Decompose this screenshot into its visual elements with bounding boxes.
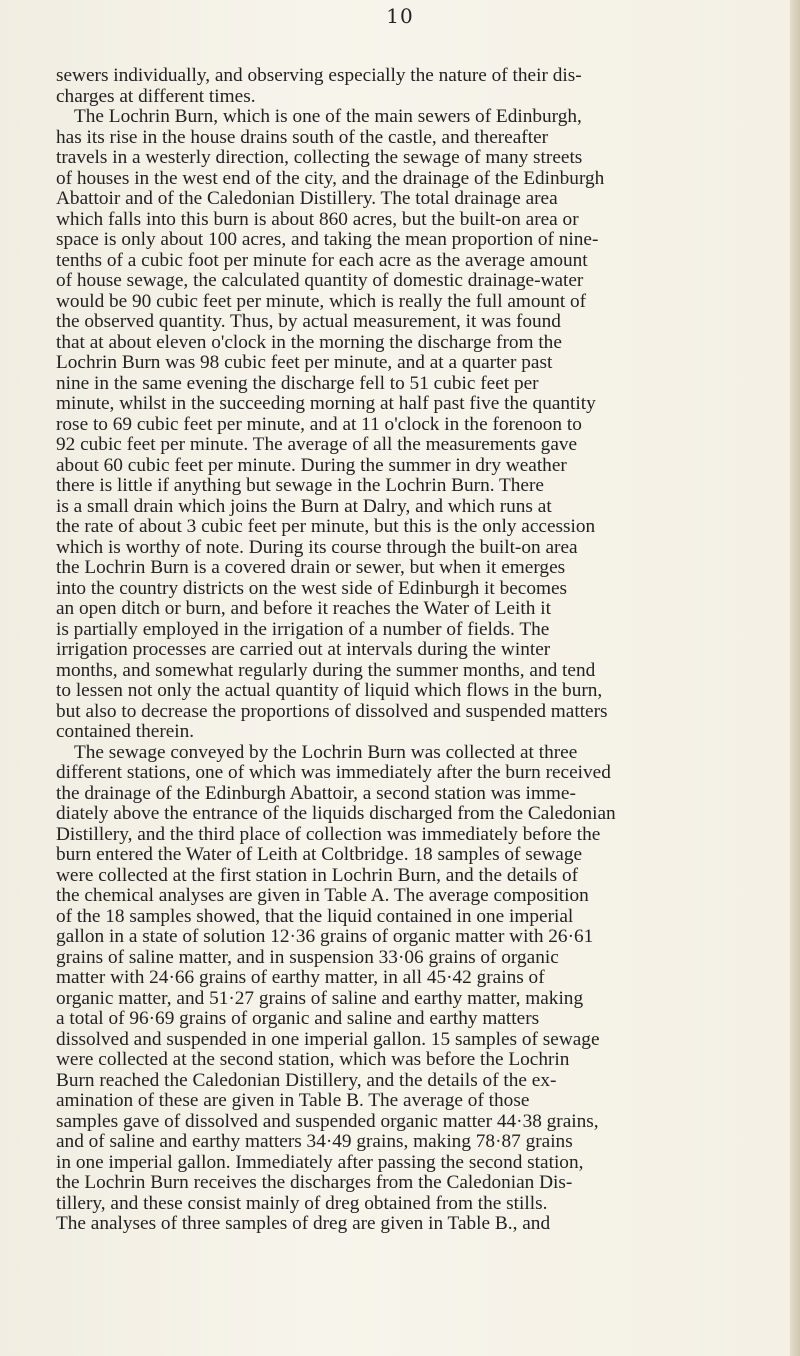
text-line: the rate of about 3 cubic feet per minute, but this is the only accession — [56, 516, 596, 537]
text-line: contained therein. — [56, 721, 195, 742]
text-line: which is worthy of note. During its course through the built-on area — [56, 536, 578, 558]
text-line: were collected at the first station in Lochrin Burn, and the details of — [56, 864, 579, 886]
text-line: samples gave of dissolved and suspended organic matter 44·38 grains, — [56, 1110, 599, 1132]
text-line: an open ditch or burn, and before it reaches the Water of Leith it — [56, 598, 551, 619]
text-line: Burn reached the Caledonian Distillery, and the details of the ex- — [56, 1069, 557, 1091]
text-line: into the country districts on the west side of Edinburgh it becomes — [56, 577, 568, 599]
text-line: would be 90 cubic feet per minute, which is really the full amount of — [56, 290, 587, 312]
text-line: The sewage conveyed by the Lochrin Burn was collected at three — [74, 741, 578, 763]
text-line: months, and somewhat regularly during the summer months, and tend — [56, 659, 596, 681]
text-line: but also to decrease the proportions of dissolved and suspended matters — [56, 700, 608, 722]
text-line: the Lochrin Burn is a covered drain or sewer, but when it emerges — [56, 557, 566, 578]
text-line: organic matter, and 51·27 grains of saline and earthy matter, making — [56, 987, 584, 1009]
text-line: nine in the same evening the discharge fell to 51 cubic feet per — [56, 372, 539, 394]
text-line: tillery, and these consist mainly of dreg obtained from the stills. — [56, 1192, 548, 1214]
text-line: charges at different times. — [56, 85, 256, 107]
text-line: The analyses of three samples of dreg are given in Table B., and — [56, 1213, 551, 1234]
text-line: of the 18 samples showed, that the liquid contained in one imperial — [56, 905, 574, 927]
text-line: gallon in a state of solution 12·36 grains of organic matter with 26·61 — [56, 926, 594, 947]
text-line: a total of 96·69 grains of organic and saline and earthy matters — [56, 1008, 540, 1029]
text-line: irrigation processes are carried out at intervals during the winter — [56, 639, 551, 660]
text-line: sewers individually, and observing especially the nature of their dis- — [56, 65, 582, 86]
text-line: has its rise in the house drains south of the castle, and thereafter — [56, 126, 549, 148]
text-line: amination of these are given in Table B. The average of those — [56, 1090, 530, 1111]
text-line: to lessen not only the actual quantity of liquid which flows in the burn, — [56, 680, 603, 701]
text-line: space is only about 100 acres, and taking the mean proportion of nine- — [56, 229, 599, 250]
text-line: diately above the entrance of the liquids discharged from the Caledonian — [56, 803, 616, 824]
text-line: is a small drain which joins the Burn at Dalry, and which runs at — [56, 495, 552, 517]
text-line: dissolved and suspended in one imperial gallon. 15 samples of sewage — [56, 1028, 600, 1050]
text-line: The Lochrin Burn, which is one of the main sewers of Edinburgh, — [74, 106, 582, 127]
text-line: grains of saline matter, and in suspension 33·06 grains of organic — [56, 946, 559, 968]
text-line: burn entered the Water of Leith at Coltbridge. 18 samples of sewage — [56, 844, 583, 865]
text-line: the drainage of the Edinburgh Abattoir, a second station was imme- — [56, 782, 576, 804]
text-line: there is little if anything but sewage in the Lochrin Burn. There — [56, 475, 544, 496]
text-line: is partially employed in the irrigation of a number of fields. The — [56, 618, 550, 640]
text-line: which falls into this burn is about 860 acres, but the built-on area or — [56, 208, 579, 230]
text-line: of houses in the west end of the city, and the drainage of the Edinburgh — [56, 167, 605, 189]
text-line: Lochrin Burn was 98 cubic feet per minute, and at a quarter past — [56, 352, 553, 373]
text-line: the chemical analyses are given in Table A. The average composition — [56, 885, 589, 906]
text-line: Distillery, and the third place of collection was immediately before the — [56, 823, 601, 845]
text-line: different stations, one of which was immediately after the burn received — [56, 762, 611, 783]
text-line: matter with 24·66 grains of earthy matter, in all 45·42 grains of — [56, 967, 545, 988]
page-number: 10 — [386, 4, 414, 28]
text-line: travels in a westerly direction, collecting the sewage of many streets — [56, 147, 583, 168]
text-line: in one imperial gallon. Immediately after passing the second station, — [56, 1151, 584, 1173]
text-line: that at about eleven o'clock in the morning the discharge from the — [56, 331, 562, 353]
text-line: the observed quantity. Thus, by actual measurement, it was found — [56, 311, 561, 332]
text-line: and of saline and earthy matters 34·49 grains, making 78·87 grains — [56, 1131, 573, 1152]
text-line: rose to 69 cubic feet per minute, and at 11 o'clock in the forenoon to — [56, 413, 582, 435]
text-line: 92 cubic feet per minute. The average of all the measurements gave — [56, 434, 578, 455]
body-text — [56, 66, 782, 1235]
text-line: about 60 cubic feet per minute. During the summer in dry weather — [56, 454, 567, 476]
text-line: were collected at the second station, which was before the Lochrin — [56, 1049, 570, 1070]
page-edge — [790, 0, 800, 1356]
text-line: minute, whilst in the succeeding morning at half past five the quantity — [56, 393, 596, 414]
text-line: Abattoir and of the Caledonian Distillery. The total drainage area — [56, 188, 558, 209]
text-line: the Lochrin Burn receives the discharges from the Caledonian Dis- — [56, 1172, 573, 1193]
text-line: tenths of a cubic foot per minute for each acre as the average amount — [56, 249, 588, 271]
text-line: of house sewage, the calculated quantity of domestic drainage-water — [56, 270, 584, 291]
